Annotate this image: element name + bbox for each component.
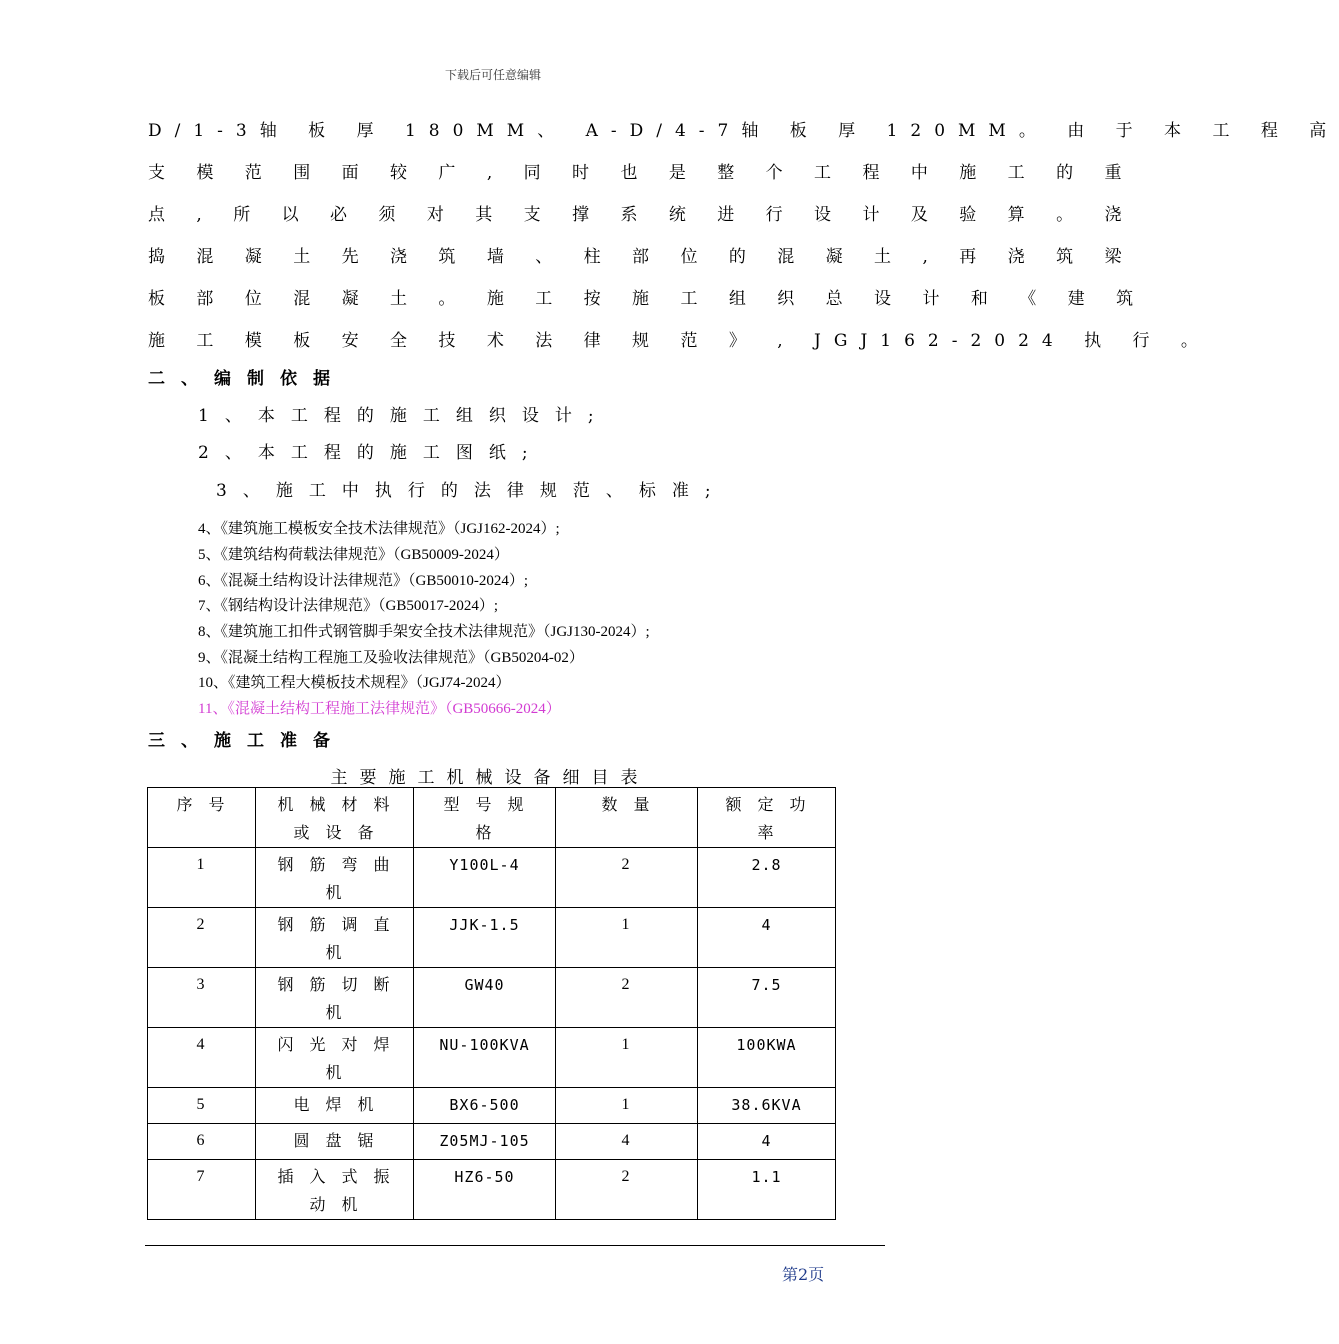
cell-power: 4	[698, 1124, 836, 1160]
cell-quantity: 1	[556, 1028, 698, 1088]
table-caption: 主要施工机械设备细目表	[330, 768, 650, 788]
section-heading-basis: 二、编制依据	[148, 369, 346, 389]
cell-no: 7	[148, 1160, 256, 1220]
cell-quantity: 2	[556, 848, 698, 908]
basis-item: 2、本工程的施工图纸;	[198, 443, 544, 463]
reference-item: 7、《钢结构设计法律规范》（GB50017-2024）;	[198, 598, 499, 614]
page-header: 下载后可任意编辑	[444, 68, 541, 82]
cell-power: 4	[698, 908, 836, 968]
cell-power: 7.5	[698, 968, 836, 1028]
table-row	[148, 1160, 836, 1220]
cell-equipment: 插入式振动机	[256, 1160, 414, 1220]
cell-equipment: 闪光对焊机	[256, 1028, 414, 1088]
basis-item: 3、施工中执行的法律规范、标准;	[216, 481, 727, 501]
body-paragraph-line: 支 模 范 围 面 较 广 , 同 时 也 是 整 个 工 程 中 施 工 的 重	[148, 163, 1135, 183]
cell-no: 6	[148, 1124, 256, 1160]
cell-quantity: 1	[556, 1088, 698, 1124]
cell-power: 2.8	[698, 848, 836, 908]
body-paragraph-line: 板 部 位 混 凝 土 。 施 工 按 施 工 组 织 总 设 计 和 《 建 筑	[148, 289, 1147, 309]
cell-equipment: 圆盘锯	[256, 1124, 414, 1160]
cell-no: 1	[148, 848, 256, 908]
header-cell-quantity: 数量	[556, 788, 698, 848]
cell-equipment: 钢筋调直机	[256, 908, 414, 968]
table-row	[148, 1028, 836, 1088]
cell-power: 1.1	[698, 1160, 836, 1220]
cell-model: GW40	[414, 968, 556, 1028]
header-cell-model: 型号规格	[414, 788, 556, 848]
footer-divider	[145, 1245, 885, 1246]
cell-quantity: 2	[556, 1160, 698, 1220]
reference-item: 8、《建筑施工扣件式钢管脚手架安全技术法律规范》（JGJ130-2024）;	[198, 624, 650, 640]
cell-no: 4	[148, 1028, 256, 1088]
header-cell-no: 序号	[148, 788, 256, 848]
cell-equipment: 电焊机	[256, 1088, 414, 1124]
reference-item: 10、《建筑工程大模板技术规程》（JGJ74-2024）	[198, 675, 511, 691]
cell-power: 100KWA	[698, 1028, 836, 1088]
reference-item: 6、《混凝土结构设计法律规范》（GB50010-2024）;	[198, 573, 529, 589]
cell-quantity: 2	[556, 968, 698, 1028]
cell-equipment: 钢筋切断机	[256, 968, 414, 1028]
header-cell-power: 额定功率	[698, 788, 836, 848]
header-cell-equipment: 机械材料或设备	[256, 788, 414, 848]
equipment-table	[147, 787, 836, 1220]
basis-item: 1、本工程的施工组织设计;	[198, 406, 610, 426]
cell-model: Z05MJ-105	[414, 1124, 556, 1160]
cell-no: 3	[148, 968, 256, 1028]
cell-model: HZ6-50	[414, 1160, 556, 1220]
body-paragraph-line: 捣 混 凝 土 先 浇 筑 墙 、 柱 部 位 的 混 凝 土 , 再 浇 筑 梁	[148, 247, 1135, 267]
table-row	[148, 848, 836, 908]
table-row	[148, 968, 836, 1028]
page-number: 第2页	[782, 1265, 825, 1284]
reference-item-highlighted: 11、《混凝土结构工程施工法律规范》（GB50666-2024）	[198, 701, 561, 717]
cell-no: 2	[148, 908, 256, 968]
table-row	[148, 908, 836, 968]
table-row	[148, 1088, 836, 1124]
body-paragraph-line: 施 工 模 板 安 全 技 术 法 律 规 范 》 , JGJ162-2024 执 行 。	[148, 331, 1211, 351]
body-paragraph-line: 点 , 所 以 必 须 对 其 支 撑 系 统 进 行 设 计 及 验 算 。 浇	[148, 205, 1135, 225]
cell-model: JJK-1.5	[414, 908, 556, 968]
cell-quantity: 1	[556, 908, 698, 968]
cell-quantity: 4	[556, 1124, 698, 1160]
cell-model: BX6-500	[414, 1088, 556, 1124]
cell-no: 5	[148, 1088, 256, 1124]
cell-power: 38.6KVA	[698, 1088, 836, 1124]
cell-model: Y100L-4	[414, 848, 556, 908]
cell-equipment: 钢筋弯曲机	[256, 848, 414, 908]
cell-model: NU-100KVA	[414, 1028, 556, 1088]
reference-item: 5、《建筑结构荷载法律规范》（GB50009-2024）	[198, 547, 509, 563]
section-heading-preparation: 三、施工准备	[148, 731, 346, 751]
body-paragraph-line: D/1-3轴 板 厚 180MM、 A-D/4-7轴 板 厚 120MM。 由 于 本 工 程 高	[148, 121, 1339, 141]
table-header-row	[148, 788, 836, 848]
table-row	[148, 1124, 836, 1160]
reference-item: 4、《建筑施工模板安全技术法律规范》（JGJ162-2024）;	[198, 521, 560, 537]
reference-item: 9、《混凝土结构工程施工及验收法律规范》（GB50204-02）	[198, 650, 584, 666]
